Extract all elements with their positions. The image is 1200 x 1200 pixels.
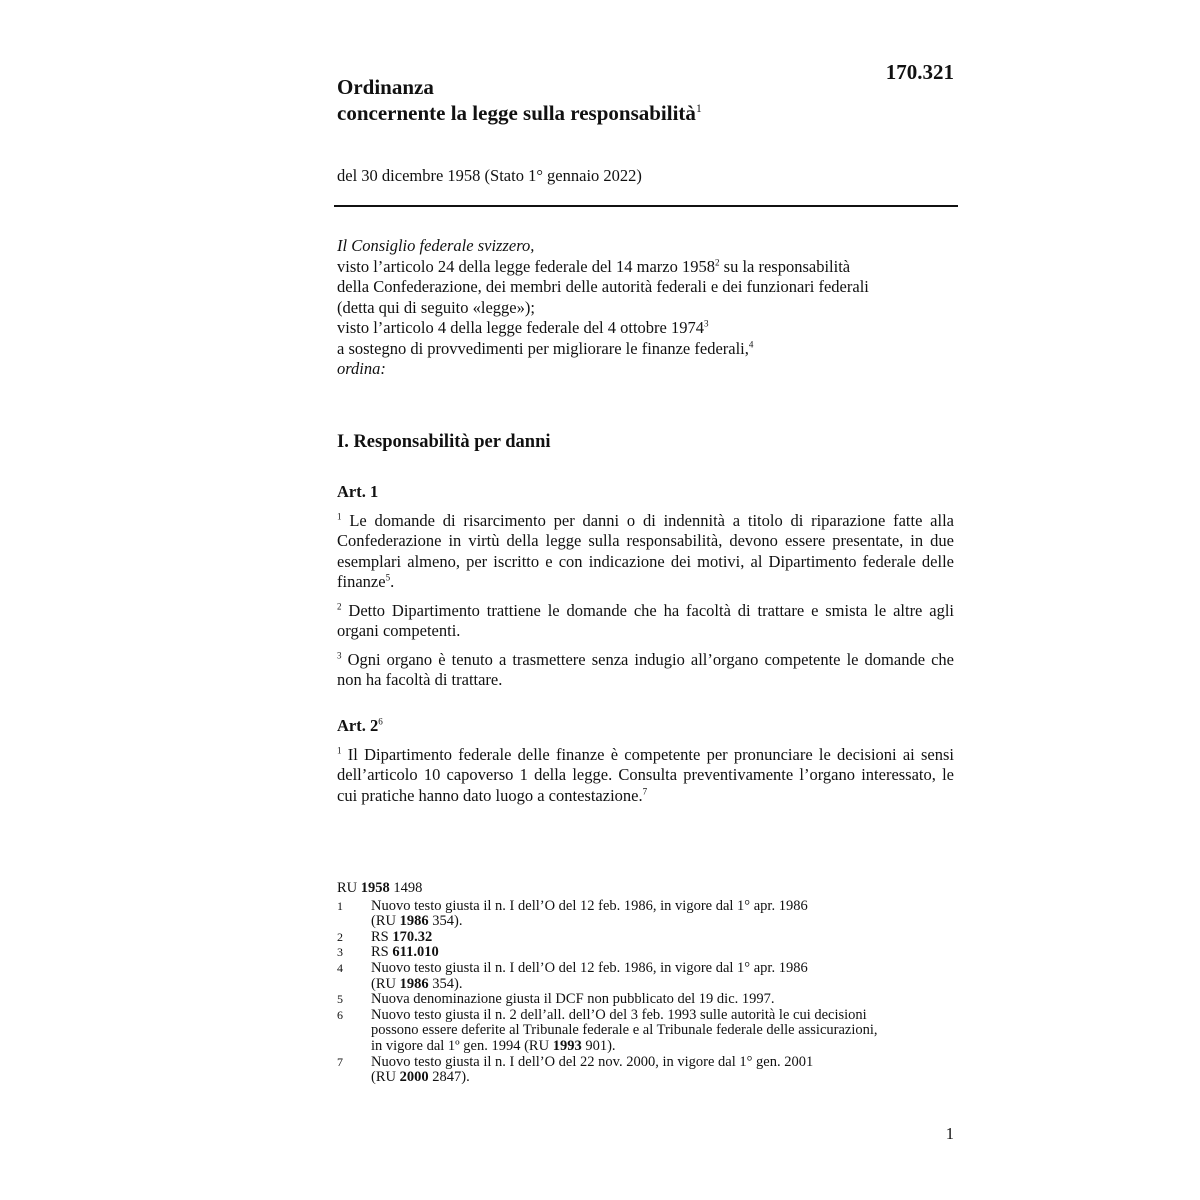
article-heading	[337, 482, 954, 503]
article-1	[337, 482, 954, 699]
preamble-visto-1-line-2: della Confederazione, dei membri delle autorità federali e dei funzionari federali	[337, 277, 869, 296]
header-divider	[334, 205, 958, 207]
footnote-number: 4	[337, 960, 343, 975]
title-line-2-text: concernente la legge sulla responsabilità	[337, 101, 696, 125]
article-heading-text: Art. 1	[337, 482, 379, 501]
footnote-text	[371, 1055, 957, 1086]
footnote-bold: 1986	[399, 913, 429, 930]
preamble-visto-2-line-2	[337, 339, 957, 360]
ru-year: 1958	[360, 880, 390, 896]
footnote-fragment: (RU	[371, 1069, 400, 1086]
preamble-text: visto l’articolo 4 della legge federale del 4 ottobre 1974	[337, 318, 704, 337]
paragraph-number: 1	[337, 511, 342, 521]
footnote-ref-5[interactable]: 5	[385, 572, 391, 583]
footnote-item	[337, 961, 957, 992]
page-number: 1	[945, 1124, 954, 1143]
paragraph-text: Le domande di risarcimento per danni o di indennità a titolo di riparazione fatte alla Confederazione in virtù della legge sulla responsabilità, devono essere presentate, in due esemplari almeno, per iscritto e con indicazione dei motivi, al Dipartimento federale delle finanze	[337, 510, 954, 591]
footnote-line	[371, 977, 957, 993]
document-title	[337, 74, 897, 126]
footnote-number: 1	[337, 898, 343, 913]
footnote-item	[337, 899, 957, 930]
footnote-line: Nuovo testo giusta il n. I dell’O del 12 feb. 1986, in vigore dal 1° apr. 1986	[371, 959, 808, 976]
footnote-number: 7	[337, 1054, 343, 1069]
footnote-fragment: 354).	[428, 913, 463, 930]
footnote-line	[371, 1039, 957, 1055]
footnote-number: 3	[337, 945, 343, 960]
footnote-line	[371, 914, 957, 930]
footnote-number: 6	[337, 1007, 343, 1022]
footnote-bold: 1986	[399, 975, 429, 992]
footnote-text	[371, 899, 957, 930]
article-paragraph	[337, 601, 954, 642]
footnote-fragment: (RU	[371, 975, 400, 992]
footnote-fragment: 354).	[428, 975, 463, 992]
footnote-text: Nuova denominazione giusta il DCF non pubblicato del 19 dic. 1997.	[371, 991, 775, 1008]
footnote-fragment: 901).	[581, 1037, 616, 1054]
footnote-line: Nuovo testo giusta il n. 2 dell’all. dell’O del 3 feb. 1993 sulle autorità le cui decisioni	[371, 1006, 867, 1023]
paragraph-text: Ogni organo è tenuto a trasmettere senza indugio all’organo competente le domande che non ha facoltà di trattare.	[337, 649, 954, 689]
footnote-fragment: in vigore dal 1º gen. 1994 (RU	[371, 1037, 553, 1054]
footnote-fragment: 2847).	[428, 1069, 470, 1086]
article-paragraph	[337, 511, 954, 593]
footnote-ref-6[interactable]: 6	[378, 716, 383, 727]
preamble-visto-2-line-1	[337, 318, 957, 339]
article-paragraph	[337, 650, 954, 691]
preamble-authority: Il Consiglio federale svizzero,	[337, 236, 535, 255]
title-line-2	[337, 100, 897, 126]
footnote-text	[371, 945, 957, 961]
footnote-item	[337, 992, 957, 1008]
section-title: I. Responsabilità per danni	[337, 432, 551, 452]
document-number: 170.321	[885, 60, 954, 84]
ru-prefix: RU	[337, 880, 361, 896]
footnote-number: 2	[337, 929, 343, 944]
preamble-visto-1-line-3: (detta qui di seguito «legge»);	[337, 297, 535, 317]
footnote-fragment: (RU	[371, 913, 400, 930]
paragraph-text: Il Dipartimento federale delle finanze è competente per pronunciare le decisioni ai sensi dell’articolo 10 capoverso 1 della legge. Consulta preventivamente l’organo interessato, le cui pratiche hanno dato luogo a contestazione.	[337, 744, 954, 805]
footnote-bold: 611.010	[392, 944, 439, 961]
ru-reference	[337, 881, 957, 897]
footnote-item	[337, 930, 957, 946]
paragraph-number: 2	[337, 601, 342, 611]
preamble-ordina: ordina:	[337, 359, 386, 378]
footnote-ref-1[interactable]: 1	[695, 103, 702, 115]
footnote-bold: 170.32	[392, 928, 433, 945]
footnote-bold: 2000	[399, 1069, 429, 1086]
footnote-item	[337, 1055, 957, 1086]
preamble-text: visto l’articolo 24 della legge federale del 14 marzo 1958	[337, 256, 715, 276]
preamble-text: su la responsabilità	[719, 256, 851, 276]
preamble	[337, 236, 957, 380]
footnote-text	[371, 1008, 957, 1055]
paragraph-tail: .	[390, 572, 395, 591]
footnote-item	[337, 945, 957, 961]
footnote-ref-4[interactable]: 4	[748, 339, 754, 349]
article-paragraph	[337, 745, 954, 807]
preamble-text: a sostegno di provvedimenti per migliorare le finanze federali,	[337, 338, 749, 358]
footnotes	[337, 881, 957, 1086]
paragraph-number: 1	[337, 745, 342, 755]
footnote-fragment: RS	[371, 928, 393, 945]
article-2	[337, 716, 954, 814]
footnote-item	[337, 1008, 957, 1055]
footnote-line: possono essere deferite al Tribunale federale e al Tribunale federale delle assicurazioni,	[371, 1022, 878, 1039]
footnote-line: Nuovo testo giusta il n. I dell’O del 12 feb. 1986, in vigore dal 1° apr. 1986	[371, 897, 808, 914]
article-heading-text: Art. 2	[337, 716, 379, 735]
title-line-1: Ordinanza	[337, 75, 434, 99]
footnote-line: Nuovo testo giusta il n. I dell’O del 22 nov. 2000, in vigore dal 1° gen. 2001	[371, 1053, 814, 1070]
footnote-text	[371, 930, 957, 946]
footnote-bold: 1993	[552, 1037, 582, 1054]
footnote-text	[371, 961, 957, 992]
preamble-visto-1-line-1	[337, 257, 957, 278]
ru-page: 1498	[389, 880, 423, 896]
footnote-fragment: RS	[371, 944, 393, 961]
article-heading	[337, 716, 954, 737]
footnote-number: 5	[337, 992, 343, 1007]
footnote-line	[371, 1070, 957, 1086]
footnote-ref-3[interactable]: 3	[704, 318, 709, 329]
footnote-ref-7[interactable]: 7	[642, 786, 648, 796]
paragraph-text: Detto Dipartimento trattiene le domande che ha facoltà di trattare e smista le altre agli organi competenti.	[337, 600, 954, 640]
footnote-ref-2[interactable]: 2	[715, 257, 720, 267]
date-line: del 30 dicembre 1958 (Stato 1° gennaio 2022)	[337, 166, 642, 185]
paragraph-number: 3	[337, 650, 342, 660]
